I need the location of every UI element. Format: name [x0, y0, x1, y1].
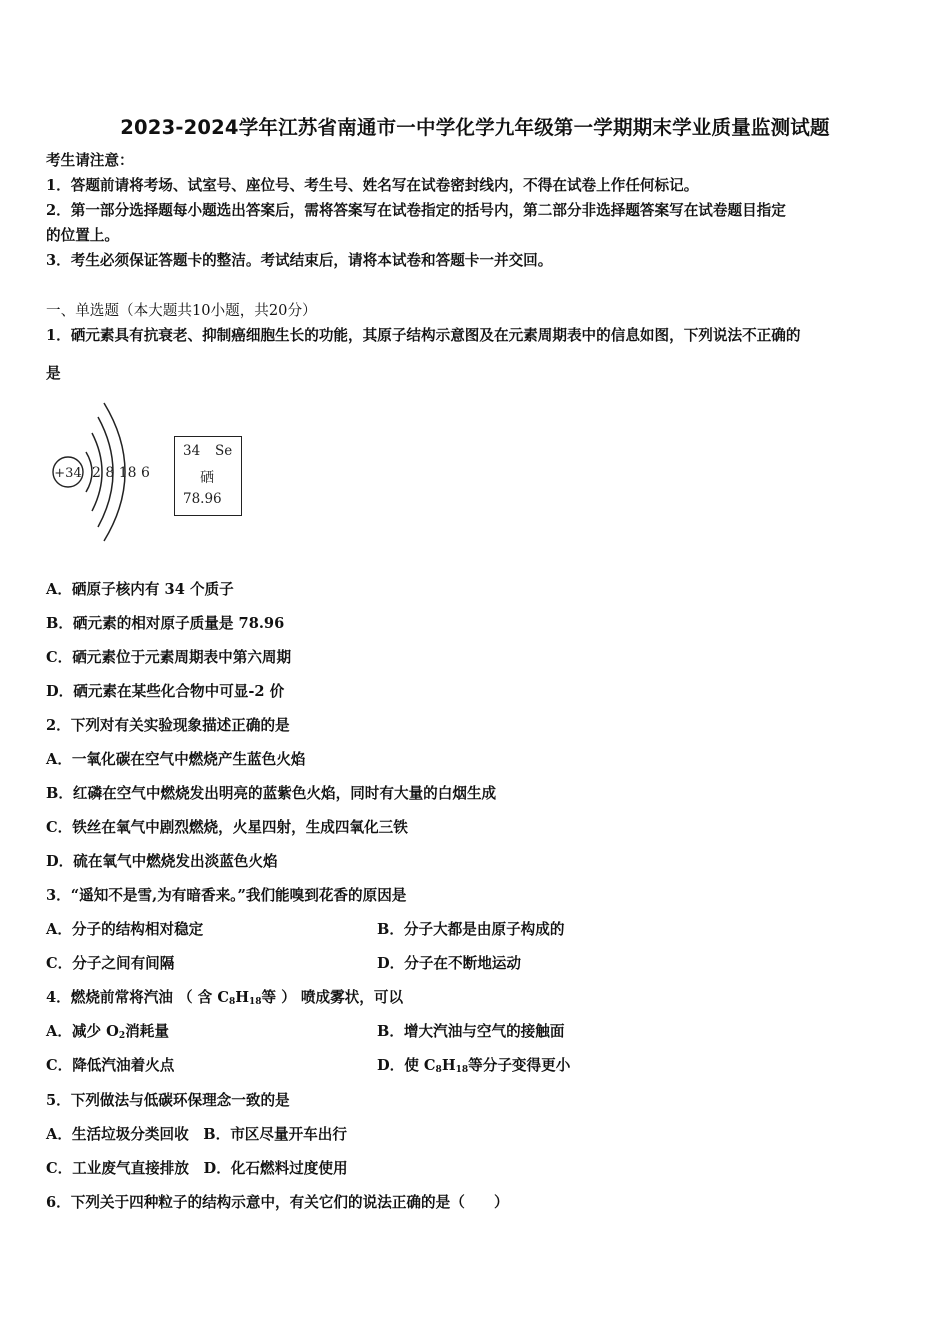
q1-option-a: A．硒原子核内有 34 个质子: [46, 581, 234, 598]
atomic-mass: 78.96: [183, 491, 222, 507]
q4-option-a: A．减少 $O_2$消耗量: [46, 1023, 169, 1041]
q4-option-b: B．增大汽油与空气的接触面: [377, 1023, 565, 1040]
q1-stem-line1: 1．硒元素具有抗衰老、抑制癌细胞生长的功能，其原子结构示意图及在元素周期表中的信息如图，下列说法不正确的: [46, 327, 801, 344]
periodic-element-card: [174, 436, 242, 516]
q3-option-d: D．分子在不断地运动: [377, 955, 522, 972]
q4-option-c: C．降低汽油着火点: [46, 1057, 175, 1074]
q5-options-row2: C．工业废气直接排放 D．化石燃料过度使用: [46, 1160, 348, 1177]
q2-option-d: D．硫在氧气中燃烧发出淡蓝色火焰: [46, 853, 278, 870]
element-name: 硒: [200, 470, 214, 486]
q1-option-b: B．硒元素的相对原子质量是 78.96: [46, 615, 285, 632]
atomic-number: 34: [183, 443, 201, 459]
element-symbol: Se: [215, 443, 233, 459]
section-heading: 一、单选题（本大题共10小题，共20分）: [46, 302, 317, 319]
notice-item-2-cont: 的位置上。: [46, 227, 119, 244]
q5-stem: 5．下列做法与低碳环保理念一致的是: [46, 1092, 290, 1109]
notice-heading: 考生请注意：: [46, 152, 134, 169]
q3-option-c: C．分子之间有间隔: [46, 955, 175, 972]
exam-title: 2023-2024学年江苏省南通市一中学化学九年级第一学期期末学业质量监测试题: [120, 116, 830, 139]
q2-option-c: C．铁丝在氧气中剧烈燃烧，火星四射，生成四氧化三铁: [46, 819, 408, 836]
notice-item-3: 3．考生必须保证答题卡的整洁。考试结束后，请将本试卷和答题卡一并交回。: [46, 252, 553, 269]
q4-option-d: D．使 $C_8H_{18}$等分子变得更小: [377, 1057, 571, 1075]
notice-item-2: 2．第一部分选择题每小题选出答案后，需将答案写在试卷指定的括号内，第二部分非选择题答案写在试卷题目指定: [46, 202, 786, 219]
q5-options-row1: A．生活垃圾分类回收 B．市区尽量开车出行: [46, 1126, 347, 1143]
q1-option-d: D．硒元素在某些化合物中可显-2 价: [46, 683, 285, 700]
nucleus-charge: +34: [54, 466, 82, 481]
q3-option-b: B．分子大都是由原子构成的: [377, 921, 565, 938]
q3-stem: 3．“遥知不是雪,为有暗香来。”我们能嗅到花香的原因是: [46, 887, 407, 904]
q1-option-c: C．硒元素位于元素周期表中第六周期: [46, 649, 292, 666]
q4-stem: 4．燃烧前常将汽油 （ 含 $C_8H_{18}$等 ） 喷成雾状，可以: [46, 989, 404, 1007]
q1-stem-line2: 是: [46, 365, 61, 382]
shell-electrons: 2 8 18 6: [92, 465, 150, 481]
q6-stem: 6．下列关于四种粒子的结构示意中，有关它们的说法正确的是（ ）: [46, 1194, 509, 1211]
q2-option-b: B．红磷在空气中燃烧发出明亮的蓝紫色火焰，同时有大量的白烟生成: [46, 785, 497, 802]
q2-option-a: A．一氧化碳在空气中燃烧产生蓝色火焰: [46, 751, 306, 768]
q3-option-a: A．分子的结构相对稳定: [46, 921, 204, 938]
q2-stem: 2．下列对有关实验现象描述正确的是: [46, 717, 290, 734]
notice-item-1: 1．答题前请将考场、试室号、座位号、考生号、姓名写在试卷密封线内，不得在试卷上作任何标记。: [46, 177, 699, 194]
